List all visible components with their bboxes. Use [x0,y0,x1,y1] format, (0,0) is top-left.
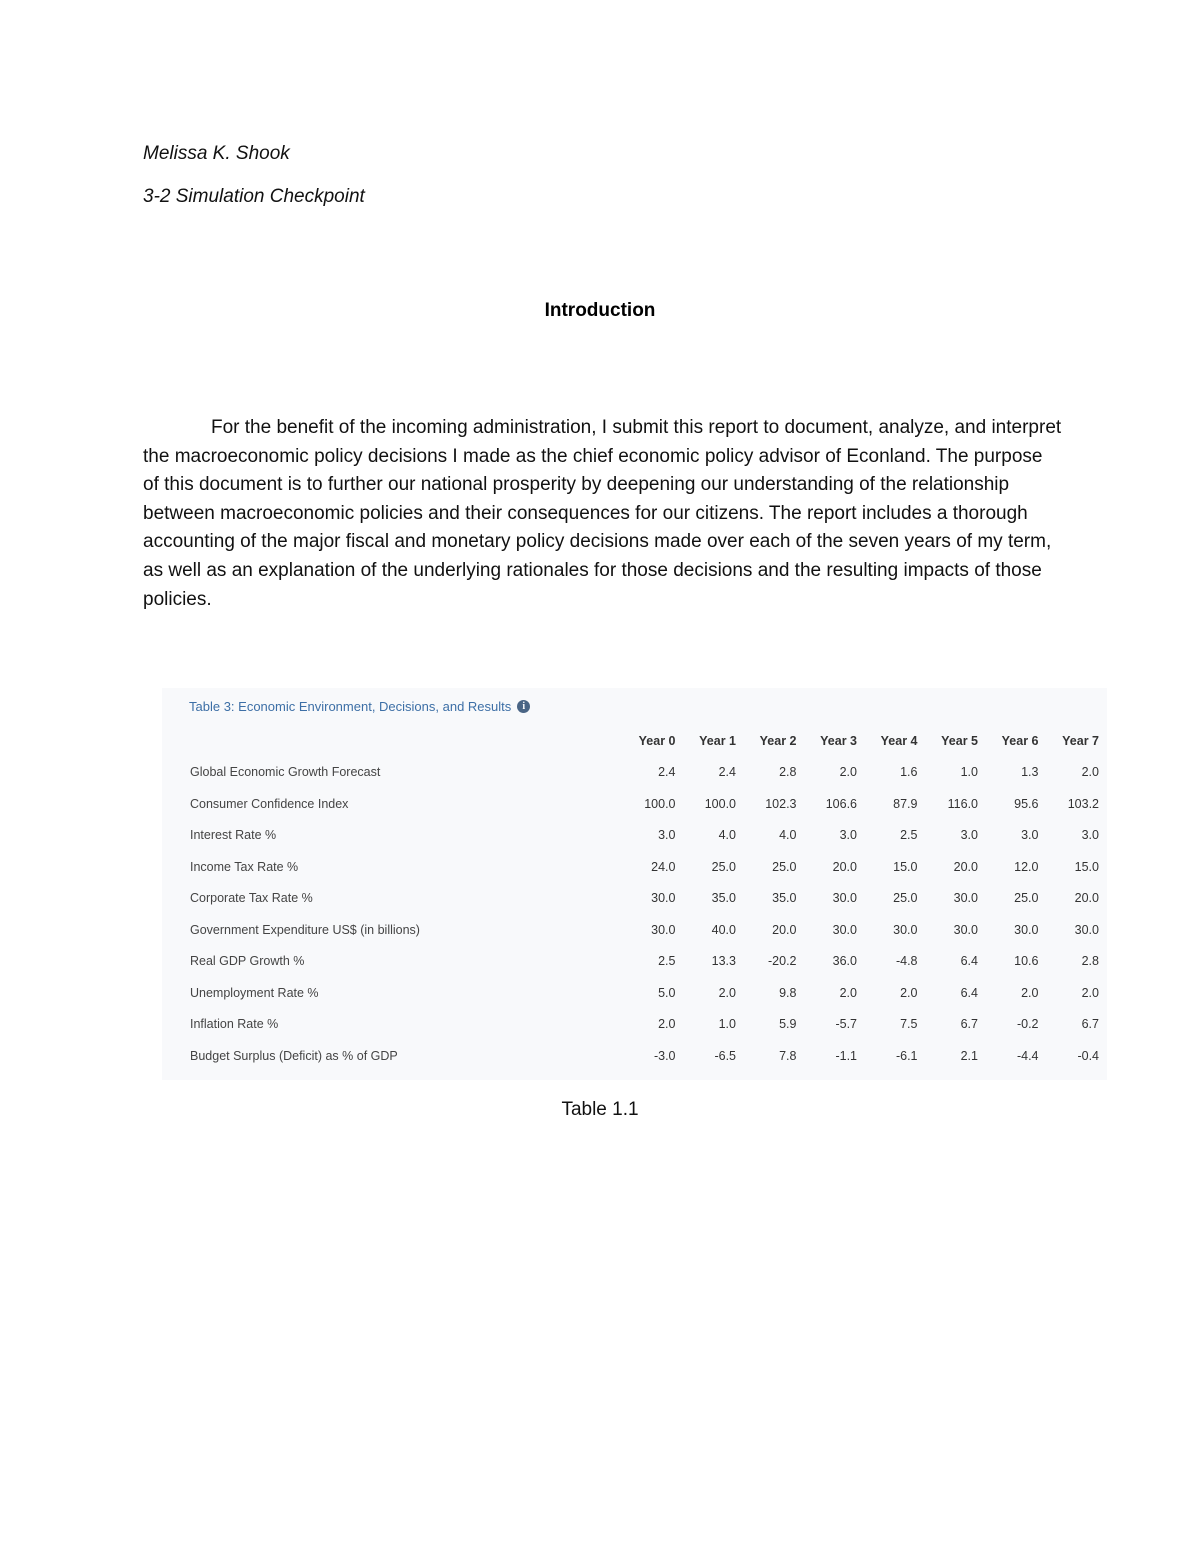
table-cell: 4.0 [779,828,797,843]
table-row [187,946,1099,978]
column-header-year-3: Year 3 [820,733,857,748]
economic-table-panel [162,688,1107,1080]
table-cell: 6.7 [1081,1017,1099,1032]
table-cell: 25.0 [711,859,736,874]
table-cell: 2.0 [718,985,736,1000]
table-cell: -0.4 [1077,1048,1099,1063]
table-cell: 1.6 [900,765,918,780]
table-row [187,883,1099,915]
row-label: Interest Rate % [190,828,277,843]
table-cell: -20.2 [768,954,797,969]
table-cell: 6.4 [960,954,978,969]
table-cell: 25.0 [1014,891,1039,906]
row-label: Real GDP Growth % [190,954,305,969]
row-label: Government Expenditure US$ (in billions) [190,922,420,937]
table-row [187,977,1099,1009]
table-cell: 1.0 [960,765,978,780]
table-cell: 10.6 [1014,954,1039,969]
table-cell: 2.0 [1021,985,1039,1000]
table-cell: 30.0 [832,922,857,937]
table-cell: 87.9 [893,796,918,811]
table-cell: 1.3 [1021,765,1039,780]
table-cell: 20.0 [1074,891,1099,906]
table-cell: 7.5 [900,1017,918,1032]
table-row [187,820,1099,852]
document-subtitle: 3-2 Simulation Checkpoint [143,186,365,207]
table-cell: 2.4 [718,765,736,780]
row-label: Consumer Confidence Index [190,796,349,811]
table-row [187,914,1099,946]
table-cell: 116.0 [947,796,978,811]
row-label: Income Tax Rate % [190,859,299,874]
table-cell: 5.9 [779,1017,797,1032]
column-header-year-7: Year 7 [1062,733,1099,748]
column-header-year-2: Year 2 [759,733,797,748]
author-name: Melissa K. Shook [143,143,290,164]
table-cell: 30.0 [893,922,918,937]
table-cell: 3.0 [960,828,978,843]
table-cell: 2.0 [1081,985,1099,1000]
column-header-year-1: Year 1 [699,733,736,748]
table-cell: -5.7 [835,1017,857,1032]
table-cell: 20.0 [772,922,797,937]
table-header-row [187,725,1099,757]
table-cell: 35.0 [711,891,736,906]
table-cell: 36.0 [832,954,857,969]
table-cell: 20.0 [953,859,978,874]
section-heading: Introduction [544,300,656,321]
table-cell: 2.5 [900,828,918,843]
table-row [187,1009,1099,1041]
table-row [187,1040,1099,1072]
table-cell: 13.3 [711,954,736,969]
table-cell: 20.0 [832,859,857,874]
table-cell: 3.0 [1021,828,1039,843]
table-cell: 30.0 [651,891,676,906]
table-cell: 3.0 [1081,828,1099,843]
table-cell: -3.0 [653,1048,676,1063]
table-cell: 30.0 [832,891,857,906]
table-cell: 40.0 [711,922,736,937]
table-cell: 2.0 [839,985,857,1000]
table-cell: 30.0 [953,922,978,937]
table-cell: 30.0 [1014,922,1039,937]
table-cell: 35.0 [772,891,797,906]
column-header-year-0: Year 0 [638,733,676,748]
table-cell: -0.2 [1016,1017,1039,1032]
info-circle-icon[interactable]: i [517,700,530,713]
table-cell: 24.0 [651,859,676,874]
table-cell: 6.7 [960,1017,978,1032]
table-caption: Table 1.1 [561,1099,639,1120]
table-cell: 30.0 [953,891,978,906]
table-cell: 15.0 [1074,859,1099,874]
table-cell: 2.5 [658,954,676,969]
table-cell: 102.3 [765,796,797,811]
table-cell: 100.0 [704,796,736,811]
table-cell: 15.0 [893,859,918,874]
economic-results-table [187,725,1099,1072]
table-cell: 7.8 [779,1048,797,1063]
table-cell: 95.6 [1014,796,1039,811]
table-body [187,757,1099,1072]
row-label: Global Economic Growth Forecast [190,765,381,780]
table-cell: 25.0 [893,891,918,906]
table-cell: 12.0 [1014,859,1039,874]
table-cell: 2.1 [960,1048,978,1063]
table-cell: 100.0 [644,796,676,811]
table-title-text: Table 3: Economic Environment, Decisions, and Results [189,699,512,714]
column-header-year-4: Year 4 [880,733,918,748]
table-cell: -1.1 [835,1048,857,1063]
table-cell: 5.0 [658,985,676,1000]
table-cell: 25.0 [772,859,797,874]
table-cell: 4.0 [718,828,736,843]
table-cell: 30.0 [1074,922,1099,937]
table-cell: 3.0 [658,828,676,843]
table-cell: 2.4 [658,765,676,780]
table-cell: 3.0 [839,828,857,843]
intro-paragraph: For the benefit of the incoming administration, I submit this report to document, analyze, and interpret the macroeconomic policy decisions I made as the chief economic policy advisor of Econland. The purpose of this document is to further our national prosperity by deepening our understanding of the relationship between macroeconomic policies and their consequences for our citizens. The report includes a thorough accounting of the major fiscal and monetary policy decisions made over each of the seven years of my term, as well as an explanation of the underlying rationales for those decisions and the resulting impacts of those policies. [143,417,1062,610]
row-label: Budget Surplus (Deficit) as % of GDP [190,1048,398,1063]
table-cell: -4.8 [895,954,918,969]
column-header-year-6: Year 6 [1001,733,1039,748]
table-cell: 30.0 [651,922,676,937]
table-cell: -4.4 [1016,1048,1039,1063]
table-cell: 103.2 [1067,796,1099,811]
table-cell: 2.0 [839,765,857,780]
table-cell: 2.0 [900,985,918,1000]
table-row [187,851,1099,883]
table-cell: 2.0 [658,1017,676,1032]
table-cell: 2.0 [1081,765,1099,780]
table-row [187,788,1099,820]
row-label: Corporate Tax Rate % [190,891,313,906]
table-cell: 6.4 [960,985,978,1000]
table-cell: 9.8 [779,985,797,1000]
row-label: Unemployment Rate % [190,985,319,1000]
table-title [189,699,530,714]
table-cell: -6.5 [714,1048,736,1063]
table-cell: 2.8 [779,765,797,780]
column-header-year-5: Year 5 [941,733,978,748]
table-cell: 2.8 [1081,954,1099,969]
table-cell: 106.6 [825,796,857,811]
table-row [187,757,1099,789]
row-label: Inflation Rate % [190,1017,279,1032]
table-cell: 1.0 [718,1017,736,1032]
row-label-header [187,725,615,757]
table-cell: -6.1 [895,1048,918,1063]
